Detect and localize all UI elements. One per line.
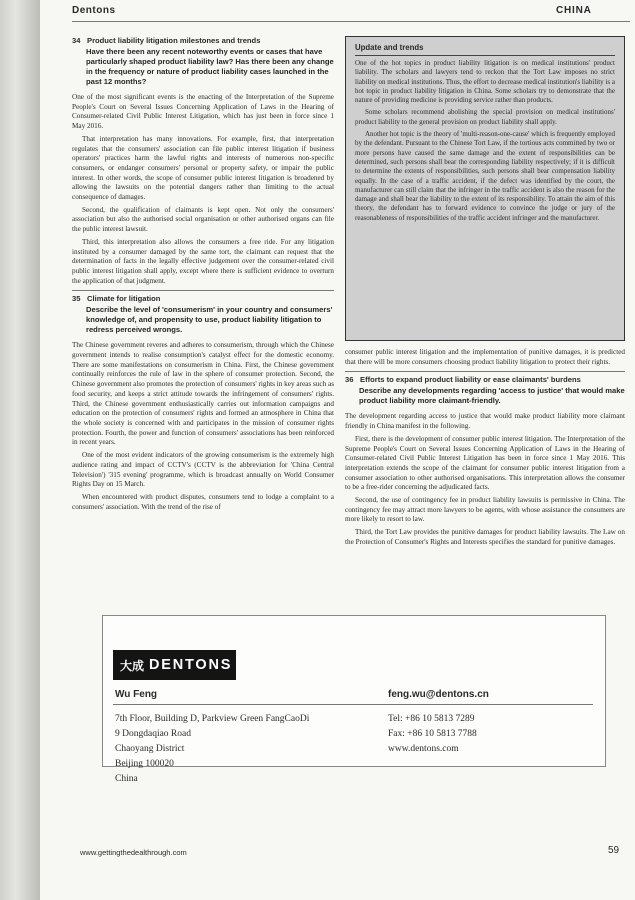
contact-address: 7th Floor, Building D, Parkview Green FangCaoDi 9 Dongdaqiao Road Chaoyang District Beijing 100020 China: [115, 714, 310, 784]
book-spine: [0, 0, 40, 900]
contact-name: Wu Feng: [115, 689, 158, 700]
paragraph: The Chinese government reveres and adheres to consumerism, through which the Chinese government intends to realise consumption's catalyst effect for the domestic economy. There are some manifestations on consumerism in China. First, the Chinese government continually reinforces the rule of law in the sphere of consumer protection. Second, the Chinese government also promotes the protection of consumers' rights in key areas such as food security, and keeps a strict attitude towards the infringement of consumers' rights. Third, the Chinese government enthusiastically carries out information campaigns and education on the protection of consumers' rights and formed an atmosphere in China that the whole society is concerned with and participates in the mission of consumer rights protection. Fourth, the power and function of consumers' associations has been reinforced in recent years.: [72, 341, 334, 447]
contact-tel: Tel: +86 10 5813 7289: [388, 714, 475, 724]
contact-website: www.dentons.com: [388, 744, 459, 754]
contact-numbers: [388, 712, 477, 757]
paragraph: Second, the use of contingency fee in product liability lawsuits is permissive in China. The contingency fee may attract more lawyers to be agents, with whose assistance the consumers are more likely to resort to law.: [345, 496, 625, 524]
page-number: 59: [608, 845, 620, 856]
paragraph: Third, this interpretation also allows the consumers a free ride. For any litigation instituted by a consumer damaged by the same tort, the claimant can request that the determination of facts in the legally effective judgement over the consumer-related civil public interest litigation shall apply, except where there is sufficient evidence to overturn the application of that judgment.: [72, 237, 334, 285]
paragraph: Second, the qualification of claimants is kept open. Not only the consumers' association but also the authorised social organisation or other authorised organs can file the public interest lawsuit.: [72, 205, 334, 234]
contact-fax: Fax: +86 10 5813 7788: [388, 729, 477, 739]
section-34: [72, 36, 334, 286]
card-rule: [113, 704, 593, 705]
document-page: [40, 0, 635, 900]
box-rule: [355, 55, 615, 56]
section-heading: 34 Product liability litigation milestones and trends: [72, 36, 261, 45]
box-title: Update and trends: [355, 43, 424, 52]
section-35: [72, 294, 334, 512]
right-column: [345, 348, 625, 551]
paragraph: Another hot topic is the theory of 'multi-reason-one-cause' which is frequently employed by the defendant. Pursuant to the Chinese Tort Law, if the tortious acts committed by two or more persons have caused the same damage and the extent of responsibilities can be determined, such persons shall bear the corresponding liability respectively; if it is difficult to determine the extents of responsibilities, such persons shall bear compensation liability equally. In the case of a traffic accident, if the defect was identified by the court, the manufacturer can still claim that the infringer in the traffic accident is also the reason for the damage and shall bear the liability to the extent of its responsibility. To attain the aim of this theory, the defendant has to forward evidence to convince the judge or jury of the reasonableness of responsibilities of the traffic accident infringer and the manufacturer.: [355, 130, 615, 222]
section-rule: [345, 371, 625, 372]
paragraph: Some scholars recommend abolishing the special provision on medical institutions' product liability to the general provision on product liability shall apply.: [355, 108, 615, 126]
section-36: [345, 375, 625, 547]
paragraph: That interpretation has many innovations. For example, first, that interpretation regulates that the consumers' association can file public interest litigation if business operators' practices harm the lawful rights and interests of numerous non-specific consumers, or endanger consumers' personal or property safety, or impair the public interest. In other words, the scope of consumer public interest litigation is broadened by allowing the lawsuits on the potential dangers rather than limiting to the actual consequence of damages.: [72, 134, 334, 202]
contact-email: feng.wu@dentons.cn: [388, 689, 489, 700]
logo-wordmark: DENTONS: [149, 657, 233, 673]
section-question: Describe any developments regarding 'access to justice' that would make product liability more claimant-friendly.: [359, 386, 625, 406]
running-header-right: CHINA: [556, 5, 592, 16]
section-heading: 35 Climate for litigation: [72, 294, 161, 304]
dentons-logo: [113, 650, 236, 680]
running-header-left: Dentons: [72, 5, 116, 16]
paragraph: One of the most evident indicators of the growing consumerism is the extremely high audience rating and impact of CCTV's (CCTV is the abbreviation for 'China Central Television') '315 evening' programme, which is broadcast annually on World Consumer Rights Day on 15 March.: [72, 451, 334, 489]
paragraph: First, there is the development of consumer public interest litigation. The Interpretation of the Supreme People's Court on Several Issues Concerning Application of Laws in the Hearing of Consumer-related Civil Public Interest Litigation has been in force since 1 May 2016. This interpretation extends the scope of the claimant for consumer public interest litigation from a consumer association to other authorised organisations. This interpretation allows the consumer to be a free-rider concerning the adjudicated facts.: [345, 434, 625, 492]
section-question: Describe the level of 'consumerism' in your country and consumers' knowledge of, and propensity to use, product liability litigation to redress perceived wrongs.: [86, 305, 333, 335]
paragraph: One of the hot topics in product liability litigation is on medical institutions' product liability. The scholars and lawyers tend to reckon that the Tort Law imposes no strict liability on medical institutions. Thus, the effort to decrease medical institution's liability is a hot topic in product liability litigation in China. Some scholars try to demonstrate that the nature of providing medicine is providing service rather than products.: [355, 59, 615, 105]
section-question: Have there been any recent noteworthy events or cases that have particularly shaped product liability law? Has there been any change in the frequency or nature of product liability cases launched in the past 12 months?: [86, 47, 334, 86]
paragraph: consumer public interest litigation and the implementation of punitive damages, it is predicted that there will be more consumers choosing product liability litigation to protect their rights.: [345, 348, 625, 366]
footer-url: www.gettingthedealthrough.com: [80, 848, 187, 857]
header-rule: [72, 21, 630, 22]
section-heading: 36 Efforts to expand product liability or ease claimants' burdens: [345, 375, 581, 385]
paragraph: One of the most significant events is the enacting of the Interpretation of the Supreme People's Court on Several Issues Concerning Application of Laws in the Hearing of Consumer-related Civil Public Interest Litigation, which has just been in force since 1 May 2016.: [72, 93, 334, 131]
paragraph: Third, the Tort Law provides the punitive damages for product liability lawsuits. The Law on the Protection of Consumer's Rights and Interests specifies the standard for punitive damages.: [345, 528, 625, 546]
left-column: [72, 36, 334, 515]
logo-cjk-text: 大成: [120, 658, 145, 673]
paragraph: The development regarding access to justice that would make product liability more claimant friendly in China manifest in the following.: [345, 412, 625, 431]
contact-card: [102, 615, 606, 784]
section-rule: [72, 290, 334, 291]
update-and-trends-box: [345, 36, 625, 341]
paragraph: When encountered with product disputes, consumers tend to lodge a complaint to a consumers' association. With the trend of the rise of: [72, 492, 334, 511]
